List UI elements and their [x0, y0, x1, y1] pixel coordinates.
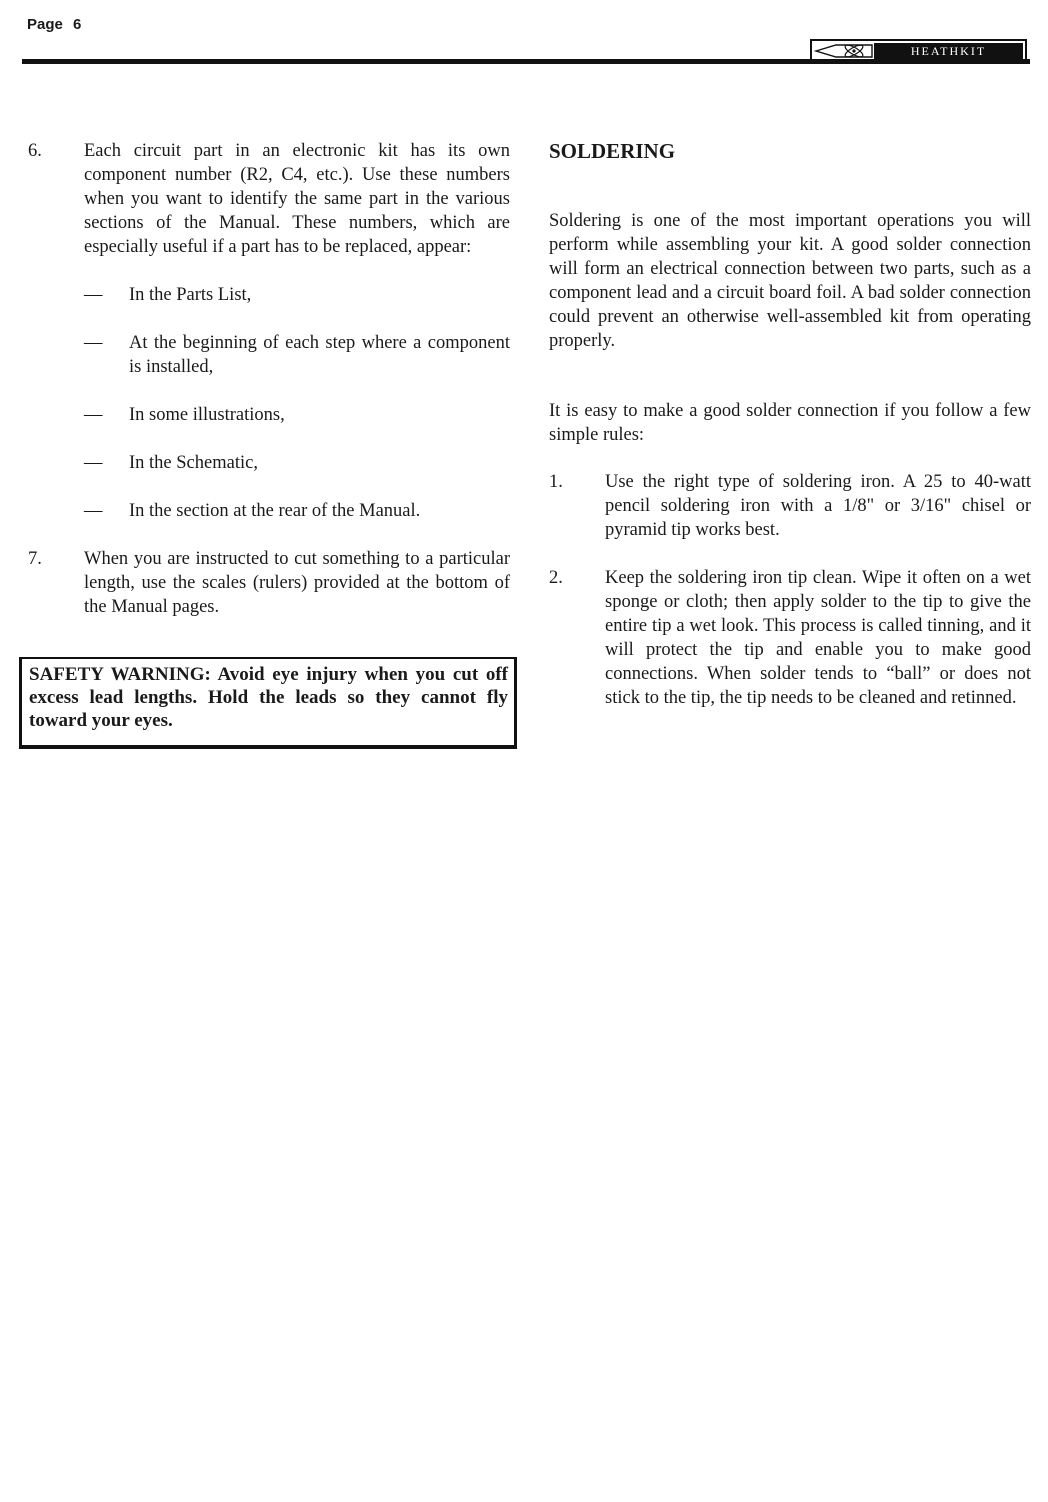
rule-item-2 [549, 566, 1031, 710]
bullet-item [84, 283, 510, 307]
item-number: 1. [549, 472, 563, 492]
left-column [28, 139, 510, 619]
bullet-item [84, 499, 510, 523]
item-number: 7. [28, 549, 42, 569]
bullet-text: In some illustrations, [129, 405, 285, 425]
bullet-item [84, 451, 510, 475]
bullet-item [84, 403, 510, 427]
bullet-dash: — [84, 453, 103, 473]
item-text: Use the right type of soldering iron. A 25 to 40-watt pencil soldering iron with a 1/8" or 3/16" chisel or pyramid tip works best. [605, 472, 1031, 540]
logo-wordmark: HEATHKIT [874, 43, 1023, 59]
list-item-7 [28, 547, 510, 619]
bullet-dash: — [84, 285, 103, 305]
item-text: Each circuit part in an electronic kit has its own component number (R2, C4, etc.). Use these numbers when you want to identify the same part in the various sections of the Manual. These numbers, which are especially useful if a part has to be replaced, appear: [84, 141, 510, 257]
item-number: 6. [28, 141, 42, 161]
page-number-value: 6 [73, 16, 82, 33]
page-number [27, 16, 81, 33]
item-text: When you are instructed to cut something to a particular length, use the scales (rulers) provided at the bottom of the Manual pages. [84, 549, 510, 617]
bullet-dash: — [84, 405, 103, 425]
bullet-dash: — [84, 333, 103, 353]
rule-item-1 [549, 470, 1031, 542]
item-number: 2. [549, 568, 563, 588]
bullet-text: In the Schematic, [129, 453, 258, 473]
right-column [549, 139, 1031, 710]
header-rule [22, 59, 1030, 64]
paragraph: It is easy to make a good solder connection if you follow a few simple rules: [549, 401, 1031, 445]
list-item-6 [28, 139, 510, 259]
item-text: Keep the soldering iron tip clean. Wipe it often on a wet sponge or cloth; then apply solder to the tip to give the entire tip a wet look. This process is called tinning, and it will protect the tip and enable you to make good connections. When solder tends to “ball” or does not stick to the tip, the tip needs to be cleaned and retinned. [605, 568, 1031, 708]
bullet-item [84, 331, 510, 379]
bullet-text: In the section at the rear of the Manual. [129, 501, 421, 521]
bullet-dash: — [84, 501, 103, 521]
bullet-text: In the Parts List, [129, 285, 252, 305]
paragraph: Soldering is one of the most important operations you will perform while assembling your kit. A good solder connection will form an electrical connection between two parts, such as a component lead and a circuit board foil. A bad solder connection could prevent an otherwise well-assembled kit from operating properly. [549, 211, 1031, 351]
safety-warning-box: SAFETY WARNING: Avoid eye injury when you cut off excess lead lengths. Hold the leads so they cannot fly toward your eyes. [19, 657, 517, 749]
page-label: Page [27, 16, 63, 33]
section-heading: SOLDERING [549, 139, 676, 163]
bullet-text: At the beginning of each step where a component is installed, [129, 333, 510, 377]
atom-logo-icon [814, 43, 876, 59]
